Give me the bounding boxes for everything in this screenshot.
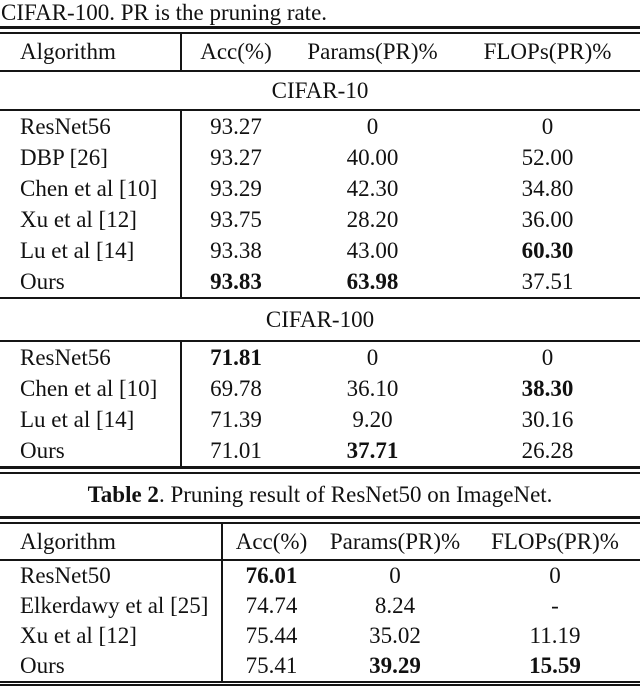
row-label: Xu et al [12] (0, 204, 182, 235)
row-label: Lu et al [14] (0, 404, 182, 435)
table1-top-rule (0, 26, 640, 34)
acc-value: 93.29 (210, 175, 262, 201)
table1-header-row (0, 34, 640, 70)
params-value: 39.29 (369, 653, 421, 678)
params-value: 8.24 (374, 593, 416, 618)
row-label: ResNet50 (0, 561, 223, 591)
params-value: 35.02 (369, 623, 421, 648)
flops-value: 0 (541, 344, 554, 370)
params-value: 0 (366, 344, 379, 370)
table2-header-row (0, 524, 640, 559)
row-label: ResNet56 (0, 342, 182, 373)
flops-value: 38.30 (521, 375, 574, 401)
table-row (0, 373, 640, 404)
column-header-params: Params(PR)% (307, 39, 438, 64)
flops-value: 0 (549, 563, 561, 588)
table-row (0, 266, 640, 297)
flops-value: 37.51 (521, 268, 574, 294)
flops-value: 30.16 (521, 406, 574, 432)
column-header-algorithm: Algorithm (0, 34, 182, 70)
row-label: ResNet56 (0, 111, 182, 142)
table2-caption-label: Table 2 (87, 482, 159, 507)
row-label: Xu et al [12] (0, 621, 223, 651)
acc-value: 93.27 (210, 113, 262, 139)
table2-caption (0, 474, 640, 516)
column-header-flops: FLOPs(PR)% (491, 528, 619, 554)
acc-value: 75.41 (245, 653, 298, 678)
row-label: Elkerdawy et al [25] (0, 591, 223, 621)
params-value: 42.30 (346, 175, 399, 201)
flops-value: 26.28 (521, 437, 574, 463)
table-row (0, 111, 640, 142)
acc-value: 93.75 (210, 206, 262, 232)
acc-value: 93.27 (210, 144, 262, 170)
acc-value: 75.44 (245, 623, 298, 648)
params-value: 28.20 (346, 206, 399, 232)
row-label: DBP [26] (0, 142, 182, 173)
column-header-flops: FLOPs(PR)% (483, 39, 612, 64)
flops-value: 52.00 (521, 144, 574, 170)
row-label: Chen et al [10] (0, 173, 182, 204)
section-title-cifar10: CIFAR-10 (271, 78, 369, 103)
flops-value: 11.19 (529, 623, 581, 648)
table1-bottom-rule (0, 466, 640, 474)
table-row (0, 561, 640, 591)
params-value: 0 (366, 113, 379, 139)
acc-value: 76.01 (245, 563, 298, 588)
table-row (0, 204, 640, 235)
section-title-cifar100: CIFAR-100 (265, 307, 375, 332)
table-row (0, 435, 640, 466)
table-row (0, 235, 640, 266)
row-label: Lu et al [14] (0, 235, 182, 266)
params-value: 40.00 (346, 144, 399, 170)
table1-caption-tail: CIFAR-100. PR is the pruning rate. (1, 0, 328, 25)
params-value: 36.10 (346, 375, 399, 401)
table-row (0, 404, 640, 435)
table-row (0, 651, 640, 681)
row-label: Ours (0, 435, 182, 466)
params-value: 63.98 (346, 268, 399, 294)
flops-value: - (551, 593, 559, 618)
column-header-algorithm: Algorithm (0, 524, 223, 559)
flops-value: 15.59 (529, 653, 581, 678)
column-header-params: Params(PR)% (329, 528, 461, 554)
table2-caption-text: . Pruning result of ResNet50 on ImageNet. (158, 482, 553, 507)
acc-value: 71.39 (210, 406, 262, 432)
acc-value: 71.81 (210, 344, 262, 370)
acc-value: 71.01 (210, 437, 262, 463)
table-row (0, 142, 640, 173)
flops-value: 0 (541, 113, 554, 139)
table2-top-rule (0, 516, 640, 524)
acc-value: 93.38 (210, 237, 262, 263)
params-value: 0 (389, 563, 401, 588)
row-label: Chen et al [10] (0, 373, 182, 404)
params-value: 37.71 (346, 437, 399, 463)
table-row (0, 173, 640, 204)
table-row (0, 342, 640, 373)
row-label: Ours (0, 651, 223, 681)
params-value: 43.00 (346, 237, 399, 263)
table-row (0, 621, 640, 651)
flops-value: 60.30 (521, 237, 574, 263)
params-value: 9.20 (352, 406, 393, 432)
flops-value: 34.80 (521, 175, 574, 201)
table-row (0, 591, 640, 621)
row-label: Ours (0, 266, 182, 297)
acc-value: 74.74 (245, 593, 298, 618)
flops-value: 36.00 (521, 206, 574, 232)
table2-bottom-rule (0, 681, 640, 686)
column-header-acc: Acc(%) (235, 528, 308, 554)
acc-value: 93.83 (210, 268, 262, 294)
column-header-acc: Acc(%) (200, 39, 272, 64)
acc-value: 69.78 (210, 375, 262, 401)
